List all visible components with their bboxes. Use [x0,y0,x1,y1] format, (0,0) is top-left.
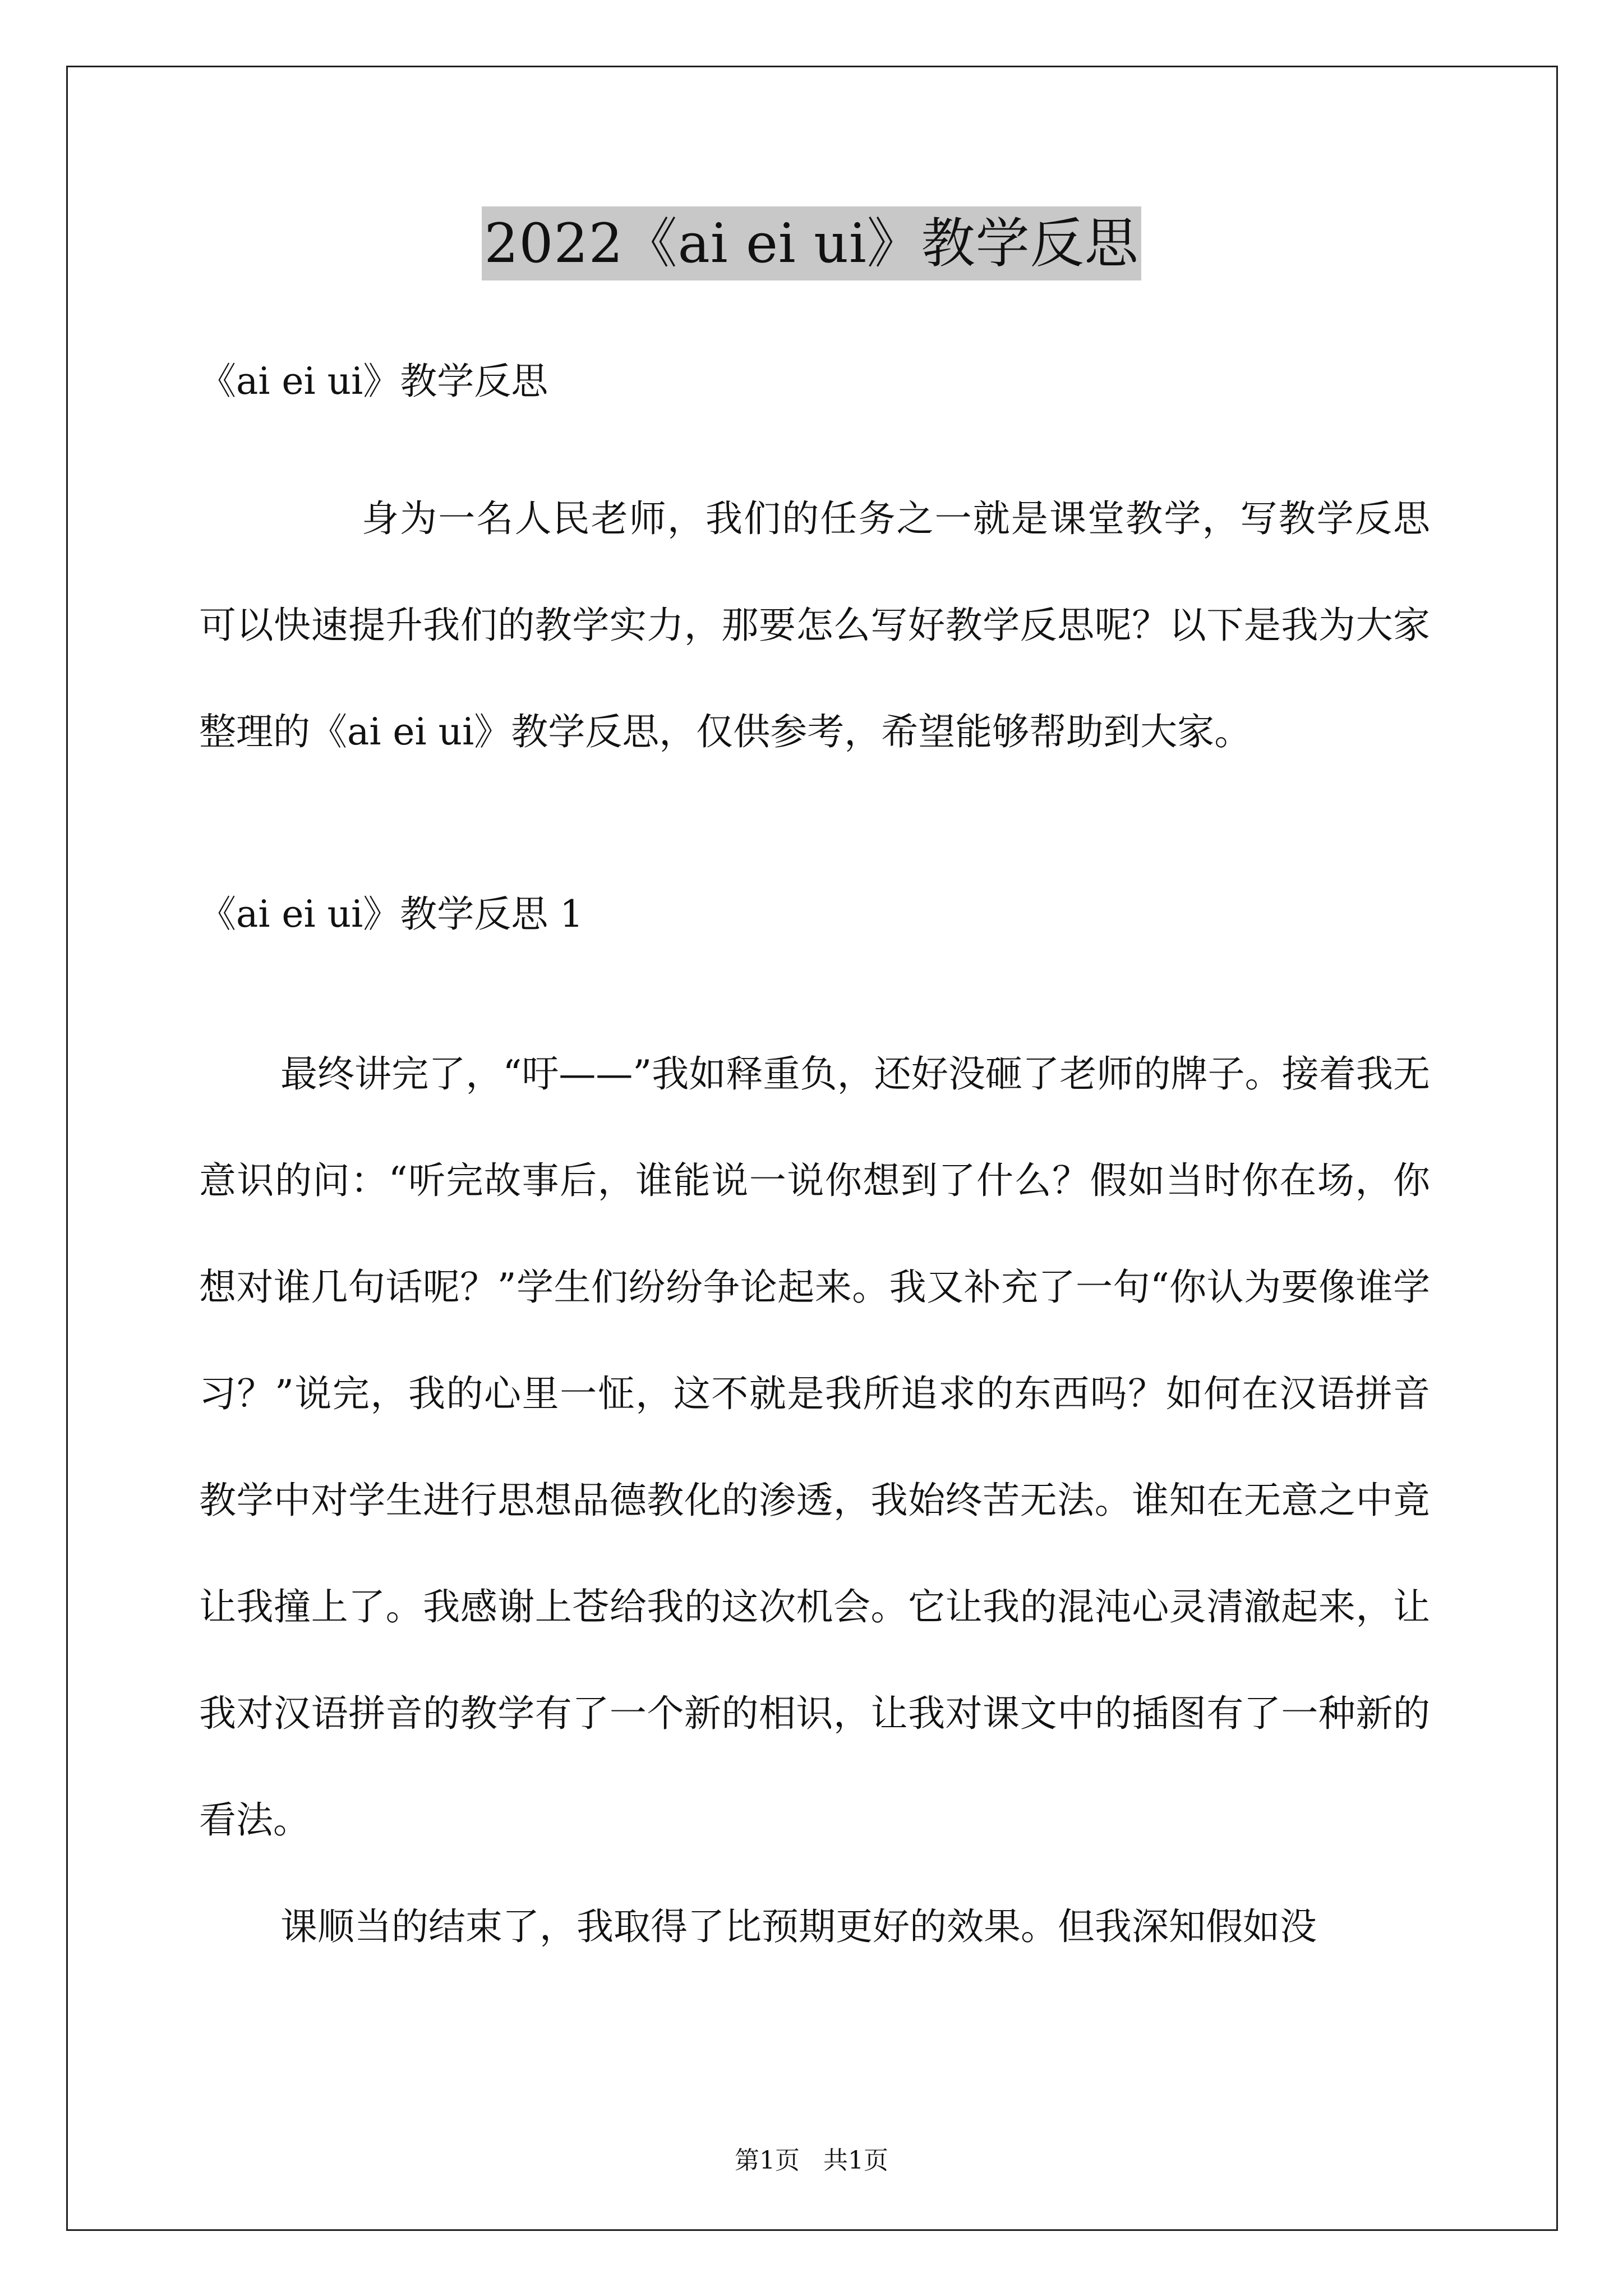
intro-paragraph: 身为一名人民老师，我们的任务之一就是课堂教学，写教学反思可以快速提升我们的教学实力，那要怎么写好教学反思呢？以下是我为大家整理的《ai ei ui》教学反思，仅供参考，希望能够帮助到大家。 [199,497,1430,753]
spacer [199,948,1430,1021]
section-heading: 《ai ei ui》教学反思 1 [199,892,584,936]
page-number: 第1页 [735,2146,800,2175]
body-paragraph: 课顺当的结束了，我取得了比预期更好的效果。但我深知假如没 [280,1905,1317,1948]
document-body [199,348,1430,1980]
page-footer [0,2144,1623,2178]
body-paragraph: 最终讲完了，“吁——”我如释重负，还好没砸了老师的牌子。接着我无意识的问：“听完故事后，谁能说一说你想到了什么？假如当时你在场，你想对谁几句话呢？”学生们纷纷争论起来。我又补充了一句“你认为要像谁学习？”说完，我的心里一怔，这不就是我所追求的东西吗？如何在汉语拼音教学中对学生进行思想品德教化的渗透，我始终苦无法。谁知在无意之中竟让我撞上了。我感谢上苍给我的这次机会。它让我的混沌心灵清澈起来，让我对汉语拼音的教学有了一个新的相识，让我对课文中的插图有了一种新的看法。 [199,1052,1430,1842]
spacer [199,785,1430,881]
spacer [199,415,1430,466]
page-total: 共1页 [823,2146,888,2175]
document-subtitle: 《ai ei ui》教学反思 [199,360,548,403]
title-container [0,206,1623,280]
document-title: 2022《ai ei ui》教学反思 [482,206,1141,280]
